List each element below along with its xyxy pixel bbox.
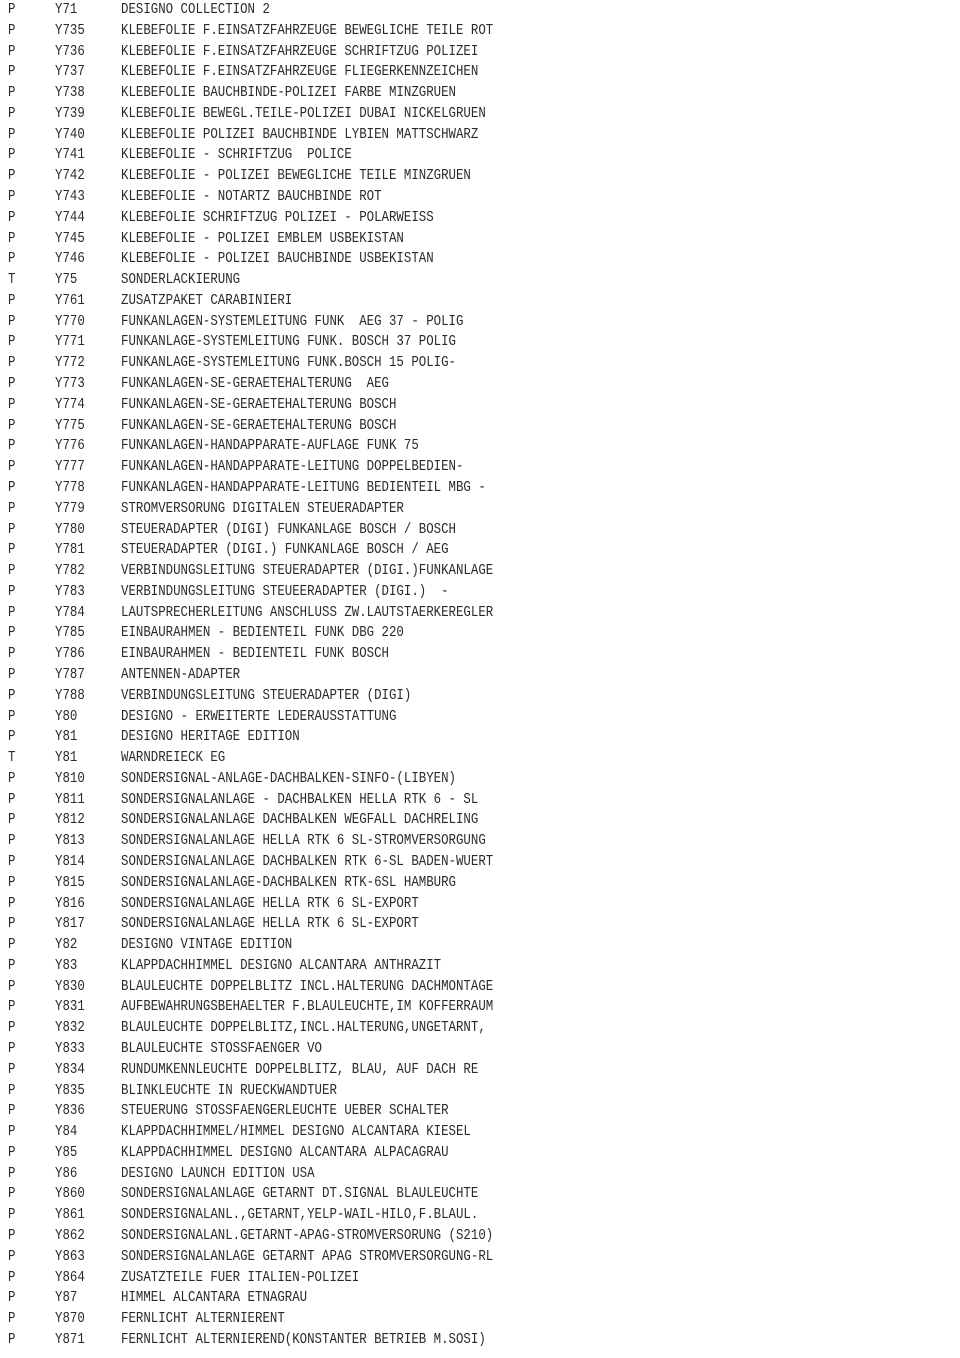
row-description: FUNKANLAGEN-HANDAPPARATE-LEITUNG BEDIENTEIL MBG - [121,478,486,496]
row-description: FERNLICHT ALTERNIERENT [121,1310,285,1328]
row-code: Y836 [55,1102,85,1120]
list-item [0,748,960,768]
list-item [0,145,960,165]
list-item [0,374,960,394]
row-description: STEUERADAPTER (DIGI.) FUNKANLAGE BOSCH / AEG [121,541,449,559]
row-type: T [8,271,16,289]
row-description: FUNKANLAGE-SYSTEMLEITUNG FUNK.BOSCH 15 POLIG- [121,354,456,372]
row-description: ZUSATZPAKET CARABINIERI [121,291,293,309]
row-code: Y739 [55,104,85,122]
row-type: P [8,478,16,496]
row-code: Y745 [55,229,85,247]
row-code: Y778 [55,478,85,496]
row-description: BLINKLEUCHTE IN RUECKWANDTUER [121,1081,337,1099]
list-item [0,125,960,145]
row-code: Y831 [55,998,85,1016]
row-code: Y740 [55,125,85,143]
row-code: Y742 [55,167,85,185]
row-type: P [8,832,16,850]
list-item [0,852,960,872]
row-description: SONDERSIGNALANLAGE DACHBALKEN RTK 6-SL BADEN-WUERT [121,852,494,870]
row-description: SONDERSIGNALANL.GETARNT-APAG-STROMVERSORUNG (S210) [121,1227,494,1245]
row-type: P [8,333,16,351]
row-type: P [8,354,16,372]
list-item [0,457,960,477]
row-code: Y783 [55,582,85,600]
list-item [0,395,960,415]
row-description: SONDERSIGNALANLAGE GETARNT APAG STROMVERSORGUNG-RL [121,1247,494,1265]
row-description: RUNDUMKENNLEUCHTE DOPPELBLITZ, BLAU, AUF DACH RE [121,1060,479,1078]
list-item [0,1330,960,1350]
row-description: SONDERSIGNALANL.,GETARNT,YELP-WAIL-HILO,F.BLAUL. [121,1206,479,1224]
row-code: Y864 [55,1268,85,1286]
list-item [0,83,960,103]
row-code: Y815 [55,873,85,891]
row-type: P [8,188,16,206]
row-code: Y814 [55,852,85,870]
row-code: Y770 [55,312,85,330]
row-description: DESIGNO COLLECTION 2 [121,1,270,18]
row-description: FUNKANLAGEN-SE-GERAETEHALTERUNG BOSCH [121,395,397,413]
row-description: SONDERSIGNALANLAGE DACHBALKEN WEGFALL DACHRELING [121,811,479,829]
list-item [0,623,960,643]
row-code: Y816 [55,894,85,912]
row-code: Y782 [55,562,85,580]
row-code: Y785 [55,624,85,642]
row-type: P [8,395,16,413]
row-type: P [8,104,16,122]
row-code: Y84 [55,1123,78,1141]
row-type: P [8,375,16,393]
row-code: Y746 [55,250,85,268]
row-description: LAUTSPRECHERLEITUNG ANSCHLUSS ZW.LAUTSTAERKEREGLER [121,603,494,621]
row-description: FUNKANLAGEN-HANDAPPARATE-AUFLAGE FUNK 75 [121,437,419,455]
list-item [0,1018,960,1038]
list-item [0,810,960,830]
row-code: Y744 [55,208,85,226]
list-item [0,62,960,82]
list-item [0,312,960,332]
row-type: P [8,1247,16,1265]
list-item [0,291,960,311]
row-code: Y813 [55,832,85,850]
row-description: BLAULEUCHTE STOSSFAENGER VO [121,1040,322,1057]
list-item [0,166,960,186]
row-description: FUNKANLAGEN-SE-GERAETEHALTERUNG BOSCH [121,416,397,434]
row-type: P [8,977,16,995]
row-type: P [8,956,16,974]
list-item [0,499,960,519]
row-type: P [8,915,16,933]
list-item [0,914,960,934]
row-type: P [8,1185,16,1203]
list-item [0,727,960,747]
row-description: KLEBEFOLIE SCHRIFTZUG POLIZEI - POLARWEISS [121,208,434,226]
list-item [0,520,960,540]
row-code: Y860 [55,1185,85,1203]
list-item [0,1247,960,1267]
row-description: FUNKANLAGE-SYSTEMLEITUNG FUNK. BOSCH 37 POLIG [121,333,456,351]
row-description: KLEBEFOLIE BEWEGL.TEILE-POLIZEI DUBAI NICKELGRUEN [121,104,486,122]
row-type: T [8,749,16,767]
row-code: Y835 [55,1081,85,1099]
list-item [0,977,960,997]
list-item [0,478,960,498]
row-type: P [8,250,16,268]
row-code: Y784 [55,603,85,621]
row-description: STEUERADAPTER (DIGI) FUNKANLAGE BOSCH / BOSCH [121,520,456,538]
row-description: KLEBEFOLIE F.EINSATZFAHRZEUGE FLIEGERKENNZEICHEN [121,63,479,81]
row-type: P [8,84,16,102]
row-description: DESIGNO LAUNCH EDITION USA [121,1164,315,1182]
row-description: FUNKANLAGEN-SYSTEMLEITUNG FUNK AEG 37 - POLIG [121,312,464,330]
row-type: P [8,894,16,912]
row-description: ANTENNEN-ADAPTER [121,665,241,683]
list-item [0,894,960,914]
row-code: Y780 [55,520,85,538]
row-description: SONDERSIGNALANLAGE HELLA RTK 6 SL-STROMVERSORGUNG [121,832,486,850]
list-item [0,1205,960,1225]
row-code: Y738 [55,84,85,102]
row-code: Y862 [55,1227,85,1245]
row-code: Y773 [55,375,85,393]
row-type: P [8,437,16,455]
row-description: STROMVERSORUNG DIGITALEN STEUERADAPTER [121,499,404,517]
row-code: Y743 [55,188,85,206]
row-code: Y870 [55,1310,85,1328]
row-description: VERBINDUNGSLEITUNG STEUERADAPTER (DIGI) [121,686,412,704]
row-type: P [8,1019,16,1037]
row-description: KLEBEFOLIE - POLIZEI BAUCHBINDE USBEKISTAN [121,250,434,268]
row-type: P [8,63,16,81]
row-code: Y811 [55,790,85,808]
row-type: P [8,312,16,330]
row-description: DESIGNO - ERWEITERTE LEDERAUSSTATTUNG [121,707,397,725]
list-item [0,353,960,373]
row-type: P [8,790,16,808]
list-item [0,665,960,685]
row-type: P [8,458,16,476]
row-description: VERBINDUNGSLEITUNG STEUEERADAPTER (DIGI.) - [121,582,449,600]
row-type: P [8,167,16,185]
row-code: Y810 [55,769,85,787]
row-type: P [8,229,16,247]
list-item [0,436,960,456]
row-type: P [8,1081,16,1099]
row-description: KLAPPDACHHIMMEL DESIGNO ALCANTARA ANTHRAZIT [121,956,442,974]
list-item [0,104,960,124]
row-code: Y834 [55,1060,85,1078]
list-item [0,1268,960,1288]
row-type: P [8,686,16,704]
list-item [0,582,960,602]
row-code: Y817 [55,915,85,933]
row-code: Y832 [55,1019,85,1037]
row-type: P [8,1102,16,1120]
row-code: Y71 [55,1,78,18]
list-item [0,42,960,62]
row-description: KLEBEFOLIE F.EINSATZFAHRZEUGE BEWEGLICHE TEILE ROT [121,21,494,39]
row-type: P [8,873,16,891]
list-item [0,21,960,41]
row-code: Y787 [55,665,85,683]
row-code: Y776 [55,437,85,455]
row-type: P [8,998,16,1016]
row-type: P [8,1060,16,1078]
row-type: P [8,624,16,642]
row-code: Y830 [55,977,85,995]
list-item [0,1101,960,1121]
list-item [0,1143,960,1163]
row-type: P [8,582,16,600]
row-description: SONDERSIGNALANLAGE GETARNT DT.SIGNAL BLAULEUCHTE [121,1185,479,1203]
row-type: P [8,21,16,39]
row-description: SONDERSIGNALANLAGE HELLA RTK 6 SL-EXPORT [121,894,419,912]
list-item [0,644,960,664]
row-type: P [8,1,16,18]
row-description: DESIGNO VINTAGE EDITION [121,936,293,954]
list-item [0,249,960,269]
row-description: KLAPPDACHHIMMEL DESIGNO ALCANTARA ALPACAGRAU [121,1143,449,1161]
row-type: P [8,707,16,725]
row-code: Y75 [55,271,78,289]
row-code: Y737 [55,63,85,81]
row-type: P [8,208,16,226]
row-description: KLEBEFOLIE BAUCHBINDE-POLIZEI FARBE MINZGRUEN [121,84,456,102]
row-type: P [8,146,16,164]
list-item [0,0,960,20]
row-type: P [8,291,16,309]
row-description: SONDERSIGNAL-ANLAGE-DACHBALKEN-SINFO-(LIBYEN) [121,769,456,787]
row-code: Y86 [55,1164,78,1182]
row-type: P [8,1330,16,1348]
list-item [0,790,960,810]
list-item [0,707,960,727]
row-code: Y735 [55,21,85,39]
row-type: P [8,936,16,954]
row-code: Y833 [55,1040,85,1057]
row-description: EINBAURAHMEN - BEDIENTEIL FUNK DBG 220 [121,624,404,642]
row-type: P [8,811,16,829]
row-code: Y774 [55,395,85,413]
row-code: Y772 [55,354,85,372]
row-code: Y736 [55,42,85,60]
row-code: Y771 [55,333,85,351]
row-description: SONDERLACKIERUNG [121,271,241,289]
list-item [0,831,960,851]
list-item [0,769,960,789]
row-type: P [8,416,16,434]
list-item [0,540,960,560]
row-code: Y775 [55,416,85,434]
list-item [0,561,960,581]
row-description: KLEBEFOLIE POLIZEI BAUCHBINDE LYBIEN MATTSCHWARZ [121,125,479,143]
list-item [0,1164,960,1184]
row-code: Y741 [55,146,85,164]
row-description: HIMMEL ALCANTARA ETNAGRAU [121,1289,308,1307]
row-code: Y871 [55,1330,85,1348]
row-description: FUNKANLAGEN-SE-GERAETEHALTERUNG AEG [121,375,389,393]
row-description: BLAULEUCHTE DOPPELBLITZ,INCL.HALTERUNG,UNGETARNT, [121,1019,486,1037]
row-type: P [8,852,16,870]
row-code: Y761 [55,291,85,309]
row-description: FERNLICHT ALTERNIEREND(KONSTANTER BETRIEB M.SOSI) [121,1330,486,1348]
list-item [0,956,960,976]
row-type: P [8,728,16,746]
row-description: KLEBEFOLIE - NOTARTZ BAUCHBINDE ROT [121,188,382,206]
row-type: P [8,125,16,143]
list-item [0,603,960,623]
row-description: KLEBEFOLIE - POLIZEI EMBLEM USBEKISTAN [121,229,404,247]
list-item [0,187,960,207]
row-code: Y781 [55,541,85,559]
row-type: P [8,1206,16,1224]
row-type: P [8,645,16,663]
row-description: SONDERSIGNALANLAGE-DACHBALKEN RTK-6SL HAMBURG [121,873,456,891]
row-description: ZUSATZTEILE FUER ITALIEN-POLIZEI [121,1268,360,1286]
row-code: Y81 [55,728,78,746]
list-item [0,416,960,436]
row-code: Y83 [55,956,78,974]
row-description: EINBAURAHMEN - BEDIENTEIL FUNK BOSCH [121,645,389,663]
row-code: Y861 [55,1206,85,1224]
row-code: Y863 [55,1247,85,1265]
row-type: P [8,603,16,621]
list-item [0,1184,960,1204]
row-code: Y82 [55,936,78,954]
row-description: DESIGNO HERITAGE EDITION [121,728,300,746]
row-code: Y786 [55,645,85,663]
list-item [0,332,960,352]
row-code: Y779 [55,499,85,517]
row-code: Y788 [55,686,85,704]
row-code: Y81 [55,749,78,767]
row-type: P [8,1040,16,1057]
row-description: SONDERSIGNALANLAGE - DACHBALKEN HELLA RTK 6 - SL [121,790,479,808]
row-description: BLAULEUCHTE DOPPELBLITZ INCL.HALTERUNG DACHMONTAGE [121,977,494,995]
list-item [0,1309,960,1329]
row-type: P [8,499,16,517]
row-type: P [8,562,16,580]
row-type: P [8,520,16,538]
row-type: P [8,769,16,787]
row-type: P [8,42,16,60]
row-type: P [8,1164,16,1182]
row-code: Y87 [55,1289,78,1307]
row-type: P [8,1227,16,1245]
row-code: Y80 [55,707,78,725]
list-item [0,1122,960,1142]
row-description: KLEBEFOLIE F.EINSATZFAHRZEUGE SCHRIFTZUG POLIZEI [121,42,479,60]
row-type: P [8,541,16,559]
list-item [0,686,960,706]
list-item [0,208,960,228]
row-description: KLAPPDACHHIMMEL/HIMMEL DESIGNO ALCANTARA KIESEL [121,1123,471,1141]
list-item [0,997,960,1017]
list-item [0,935,960,955]
row-description: VERBINDUNGSLEITUNG STEUERADAPTER (DIGI.)FUNKANLAGE [121,562,494,580]
row-type: P [8,1289,16,1307]
row-type: P [8,1143,16,1161]
row-type: P [8,665,16,683]
list-item [0,1039,960,1059]
list-item [0,270,960,290]
list-item [0,1226,960,1246]
row-code: Y777 [55,458,85,476]
row-description: WARNDREIECK EG [121,749,226,767]
list-item [0,229,960,249]
row-type: P [8,1123,16,1141]
row-description: KLEBEFOLIE - SCHRIFTZUG POLICE [121,146,352,164]
row-description: FUNKANLAGEN-HANDAPPARATE-LEITUNG DOPPELBEDIEN- [121,458,464,476]
row-description: STEUERUNG STOSSFAENGERLEUCHTE UEBER SCHALTER [121,1102,449,1120]
row-description: KLEBEFOLIE - POLIZEI BEWEGLICHE TEILE MINZGRUEN [121,167,471,185]
list-item [0,1288,960,1308]
row-code: Y85 [55,1143,78,1161]
row-description: SONDERSIGNALANLAGE HELLA RTK 6 SL-EXPORT [121,915,419,933]
row-code: Y812 [55,811,85,829]
list-item [0,1060,960,1080]
list-item [0,873,960,893]
row-type: P [8,1268,16,1286]
row-description: AUFBEWAHRUNGSBEHAELTER F.BLAULEUCHTE,IM KOFFERRAUM [121,998,494,1016]
list-item [0,1081,960,1101]
row-type: P [8,1310,16,1328]
